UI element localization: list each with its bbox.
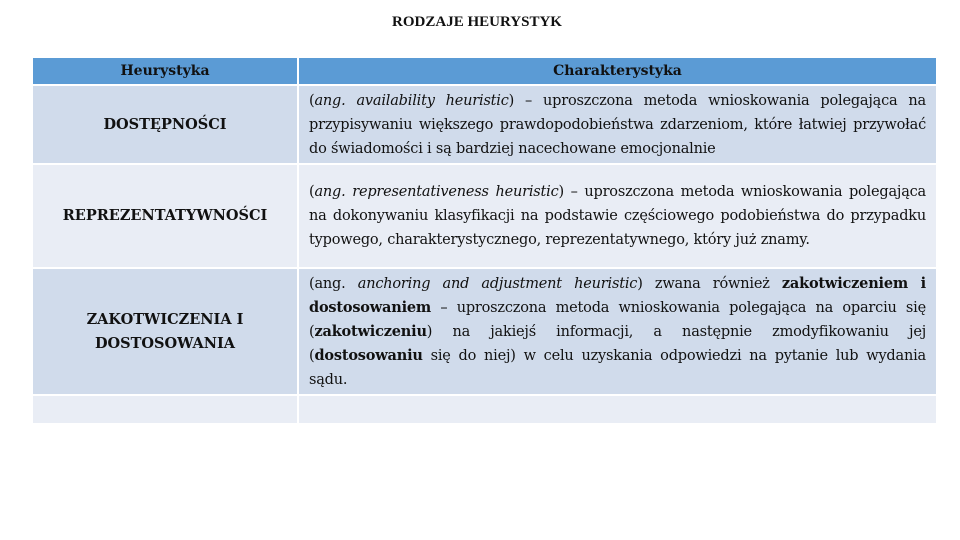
description-text: (ang. — [309, 275, 358, 292]
table-row-empty — [33, 396, 936, 425]
description-text: ) na jakiejś informacji, a następnie zmodyfikowaniu jej ( — [309, 323, 926, 364]
heuristic-description — [299, 165, 936, 269]
table-header-row — [33, 58, 936, 86]
english-term: anchoring and adjustment heuristic — [357, 275, 638, 292]
heuristic-description — [299, 269, 936, 396]
description-text: ( — [309, 184, 315, 200]
table-row — [33, 86, 936, 165]
heuristic-name: REPREZENTATYWNOŚCI — [33, 165, 299, 269]
description-text: – uproszczona metoda wnioskowania polegająca na oparciu się ( — [309, 299, 926, 340]
heuristic-name — [33, 396, 299, 425]
heuristic-name: ZAKOTWICZENIA I DOSTOSOWANIA — [33, 269, 299, 396]
table-row — [33, 269, 936, 396]
description-text: ) – uproszczona metoda wnioskowania polegająca na dokonywaniu klasyfikacji na podstawie częściowego podobieństwa do przypadku typowego, charakterystycznego, reprezentatywnego, który już znamy. — [309, 184, 927, 248]
table-row — [33, 165, 936, 269]
heuristic-name: DOSTĘPNOŚCI — [33, 86, 299, 165]
heuristic-description — [299, 86, 936, 165]
description-text: ( — [309, 92, 315, 109]
page-title: RODZAJE HEURYSTYK — [392, 14, 562, 30]
english-term: ang. availability heuristic — [314, 92, 509, 109]
bold-term: dostosowaniu — [314, 346, 423, 364]
heuristics-table — [33, 58, 936, 425]
header-characteristic: Charakterystyka — [299, 58, 936, 86]
english-term: ang. representativeness heuristic — [314, 184, 559, 200]
heuristic-description — [299, 396, 936, 425]
description-text: ) – uproszczona metoda wnioskowania polegająca na przypisywaniu większego prawdopodobieństwa zdarzeniom, które łatwiej przywołać do świadomości i są bardziej nacechowane emocjonalnie — [309, 92, 926, 157]
header-heuristic: Heurystyka — [33, 58, 299, 86]
description-text: ) zwana również — [637, 275, 782, 292]
bold-term: zakotwiczeniu — [314, 322, 427, 340]
description-text: się do niej) w celu uzyskania odpowiedzi na pytanie lub wydania sądu. — [309, 347, 926, 388]
bold-term: zakotwiczeniem i dostosowaniem — [309, 274, 926, 316]
